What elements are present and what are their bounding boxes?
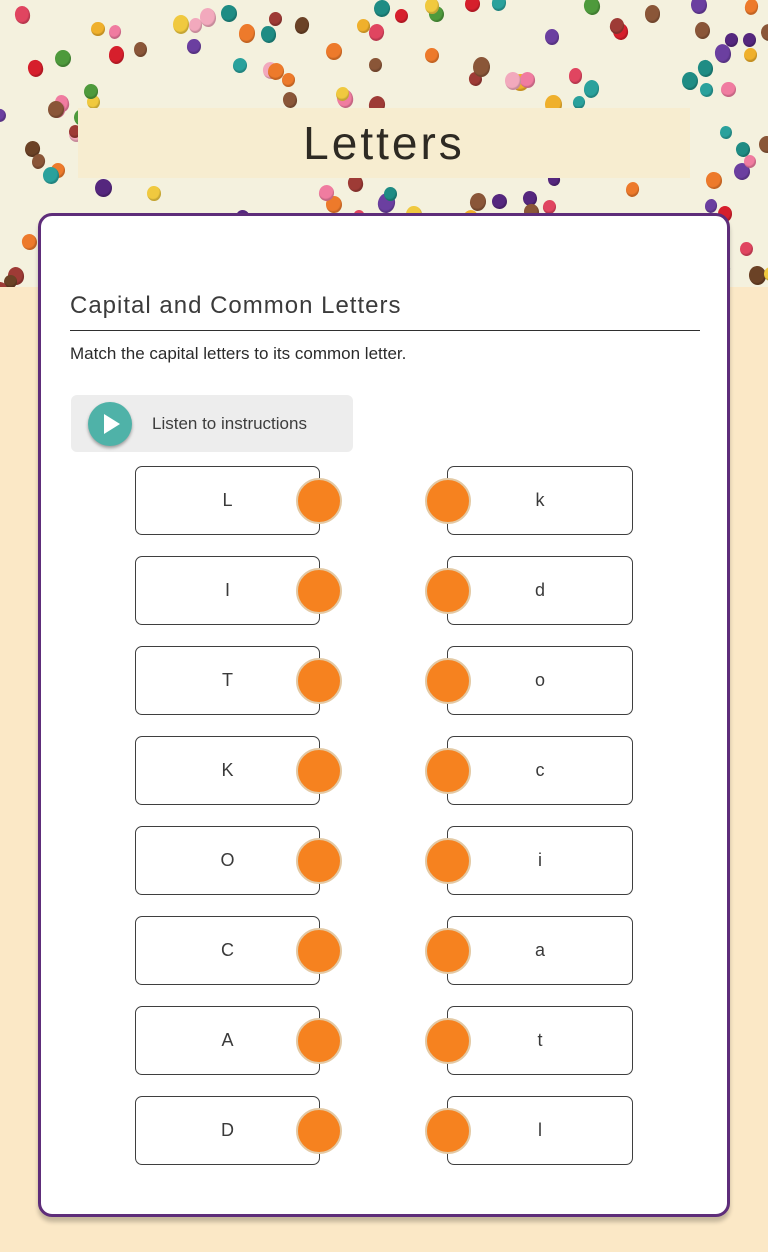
confetti-dot xyxy=(294,16,311,35)
confetti-dot xyxy=(743,33,756,47)
confetti-dot xyxy=(220,4,238,23)
confetti-dot xyxy=(282,72,296,86)
confetti-dot xyxy=(542,198,558,214)
common-letter-label: d xyxy=(534,580,545,600)
title-banner xyxy=(78,108,690,178)
capital-letter-box[interactable] xyxy=(135,556,320,625)
common-letter-label: t xyxy=(537,1030,543,1050)
common-letter-box[interactable] xyxy=(447,826,633,895)
confetti-dot xyxy=(625,181,641,199)
confetti-dot xyxy=(108,24,122,40)
confetti-dot xyxy=(760,23,768,42)
connector-dot[interactable] xyxy=(296,838,342,884)
match-row xyxy=(41,466,727,556)
confetti-dot xyxy=(238,23,255,43)
capital-letter-box[interactable] xyxy=(135,646,320,715)
common-letter-label: o xyxy=(534,670,545,690)
capital-letter-label: C xyxy=(221,940,234,960)
confetti-dot xyxy=(31,153,47,171)
match-row xyxy=(41,646,727,736)
common-letter-box[interactable] xyxy=(447,556,633,625)
confetti-dot xyxy=(326,42,343,61)
confetti-dot xyxy=(583,79,601,99)
confetti-dot xyxy=(14,5,32,25)
connector-dot[interactable] xyxy=(425,478,471,524)
match-row xyxy=(41,916,727,1006)
match-row xyxy=(41,736,727,826)
confetti-dot xyxy=(108,45,125,64)
connector-dot[interactable] xyxy=(425,928,471,974)
confetti-dot xyxy=(20,232,39,252)
connector-dot[interactable] xyxy=(296,748,342,794)
common-letter-box[interactable] xyxy=(447,1006,633,1075)
common-letter-box[interactable] xyxy=(447,466,633,535)
worksheet-card xyxy=(38,213,730,1217)
capital-letter-label: T xyxy=(222,670,233,690)
confetti-dot xyxy=(699,82,715,98)
instruction-text: Match the capital letters to its common letter. xyxy=(70,344,407,363)
confetti-dot xyxy=(682,72,699,91)
confetti-dot xyxy=(269,12,282,26)
heading-divider xyxy=(70,330,700,331)
capital-letter-label: O xyxy=(220,850,235,870)
capital-letter-label: I xyxy=(224,580,230,600)
confetti-dot xyxy=(690,0,707,15)
common-letter-label: k xyxy=(535,490,545,510)
confetti-dot xyxy=(744,0,760,16)
confetti-dot xyxy=(705,171,723,191)
common-letter-box[interactable] xyxy=(447,1096,633,1165)
confetti-dot xyxy=(544,29,558,45)
connector-dot[interactable] xyxy=(296,658,342,704)
listen-button-label: Listen to instructions xyxy=(152,413,307,433)
connector-dot[interactable] xyxy=(296,1108,342,1154)
section-heading: Capital and Common Letters xyxy=(70,292,402,319)
confetti-dot xyxy=(721,82,737,98)
match-row xyxy=(41,1006,727,1096)
confetti-dot xyxy=(368,58,382,73)
common-letter-label: l xyxy=(538,1120,542,1140)
play-icon xyxy=(88,402,132,446)
confetti-dot xyxy=(55,50,71,67)
capital-letter-label: D xyxy=(221,1120,234,1140)
confetti-dot xyxy=(90,21,105,36)
common-letter-box[interactable] xyxy=(447,736,633,805)
connector-dot[interactable] xyxy=(425,568,471,614)
confetti-dot xyxy=(645,5,660,22)
confetti-dot xyxy=(743,47,757,63)
match-row xyxy=(41,556,727,646)
connector-dot[interactable] xyxy=(296,478,342,524)
confetti-dot xyxy=(473,57,491,78)
capital-letter-box[interactable] xyxy=(135,736,320,805)
connector-dot[interactable] xyxy=(296,568,342,614)
match-row xyxy=(41,826,727,916)
confetti-dot xyxy=(232,57,249,74)
confetti-dot xyxy=(282,91,299,109)
confetti-dot xyxy=(569,68,583,84)
listen-to-instructions-button[interactable] xyxy=(71,395,353,452)
match-area xyxy=(41,466,727,1186)
common-letter-label: c xyxy=(535,760,545,780)
confetti-dot xyxy=(424,48,440,65)
confetti-dot xyxy=(147,185,162,201)
confetti-dot xyxy=(173,15,189,34)
connector-dot[interactable] xyxy=(425,748,471,794)
confetti-dot xyxy=(373,0,392,18)
confetti-dot xyxy=(260,25,278,44)
confetti-dot xyxy=(368,23,386,43)
confetti-dot xyxy=(464,0,481,13)
capital-letter-box[interactable] xyxy=(135,1096,320,1165)
confetti-dot xyxy=(694,21,711,39)
confetti-dot xyxy=(395,9,409,24)
connector-dot[interactable] xyxy=(425,658,471,704)
confetti-dot xyxy=(697,59,715,79)
confetti-dot xyxy=(519,71,536,89)
capital-letter-box[interactable] xyxy=(135,826,320,895)
confetti-dot xyxy=(758,135,768,153)
confetti-dot xyxy=(719,126,732,140)
capital-letter-box[interactable] xyxy=(135,466,320,535)
connector-dot[interactable] xyxy=(296,928,342,974)
confetti-dot xyxy=(582,0,602,17)
confetti-dot xyxy=(491,0,507,11)
match-row xyxy=(41,1096,727,1186)
common-letter-box[interactable] xyxy=(447,916,633,985)
capital-letter-label: K xyxy=(221,760,234,780)
connector-dot[interactable] xyxy=(425,838,471,884)
connector-dot[interactable] xyxy=(425,1018,471,1064)
confetti-dot xyxy=(134,42,147,58)
confetti-dot xyxy=(186,39,201,55)
worksheet-title: Letters xyxy=(303,117,465,169)
confetti-dot xyxy=(0,108,7,124)
connector-dot[interactable] xyxy=(296,1018,342,1064)
common-letter-box[interactable] xyxy=(447,646,633,715)
confetti-dot xyxy=(27,59,45,79)
capital-letter-label: A xyxy=(221,1030,234,1050)
capital-letter-box[interactable] xyxy=(135,916,320,985)
connector-dot[interactable] xyxy=(425,1108,471,1154)
confetti-dot xyxy=(724,32,739,48)
confetti-dot xyxy=(491,193,508,210)
capital-letter-box[interactable] xyxy=(135,1006,320,1075)
confetti-dot xyxy=(739,241,753,256)
common-letter-label: i xyxy=(538,850,542,870)
confetti-dot xyxy=(95,179,112,197)
common-letter-label: a xyxy=(534,940,545,960)
capital-letter-label: L xyxy=(222,490,233,510)
